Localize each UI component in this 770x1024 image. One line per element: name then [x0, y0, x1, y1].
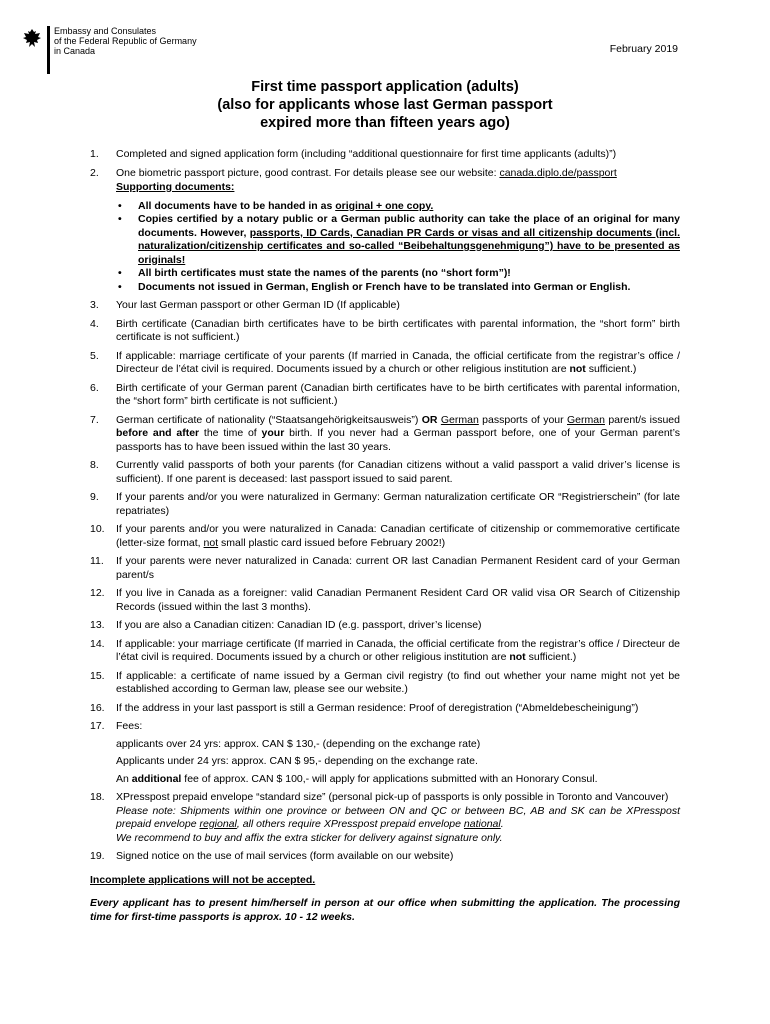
item-text: If your parents and/or you were naturalized in Germany: German naturalization certificate OR “Registrierschein” (for late repatriates): [116, 491, 680, 517]
item-text: If you are also a Canadian citizen: Canadian ID (e.g. passport, driver’s license): [116, 619, 482, 631]
bullet-item: • Copies certified by a notary public or a German public authority can take the place of an original for many documents. However, passports, ID Cards, Canadian PR Cards or visas and all citizenship documents (incl. naturalization/citizenship certificates and so-called “Beibehaltungsgenehmigung”) have to be presented as originals!: [118, 213, 680, 266]
item-text: Your last German passport or other German ID (If applicable): [116, 299, 400, 311]
item-number: 2.: [90, 166, 99, 179]
list-item: 9. If your parents and/or you were naturalized in Germany: German naturalization certificate OR “Registrierschein” (for late repatriates): [90, 491, 680, 517]
item-text: Birth certificate (Canadian birth certificates have to be birth certificates with parental information, the “short form” birth certificate is not sufficient.): [116, 317, 680, 343]
requirements-list: [90, 148, 680, 924]
title-line-1: First time passport application (adults): [251, 79, 519, 95]
list-item: 8. Currently valid passports of both your parents (for Canadian citizens without a valid passport a valid driver’s license is sufficient). If one parent is deceased: last passport issued to said parent.: [90, 459, 680, 485]
list-item: 7. German certificate of nationality (“Staatsangehörigkeitsausweis”) OR German passports of your German parent/s issued before and after the time of your birth. If you never had a German passport before, one of your German parent’s passports has to have been issued within the last 30 years.: [90, 413, 680, 453]
list-item: 11. If your parents were never naturalized in Canada: current OR last Canadian Permanent Resident card of your German parent/s: [90, 555, 680, 581]
fee-honorary-consul: An additional fee of approx. CAN $ 100,- will apply for applications submitted with an Honorary Consul.: [116, 772, 598, 785]
list-item: 14. If applicable: your marriage certificate (If married in Canada, the official certificate from the registrar’s office / Directeur de l’état civil is required. Documents issued by a church or other religious institution are not sufficient.): [90, 637, 680, 663]
logo-line-1: Embassy and Consulates: [54, 26, 157, 36]
incomplete-warning: Incomplete applications will not be accepted.: [90, 873, 316, 886]
list-item: 4. Birth certificate (Canadian birth certificates have to be birth certificates with parental information, the “short form” birth certificate is not sufficient.): [90, 317, 680, 343]
list-item: 18. XPresspost prepaid envelope “standard size” (personal pick-up of passports is only possible in Toronto and Vancouver) Please note: Shipments within one province or between ON and QC or between BC, AB and SK can be XPresspost prepaid envelope regional, all others require XPresspost prepaid envelope national. We recommend to buy and affix the extra sticker for delivery against signature only.: [90, 791, 680, 844]
list-item: [90, 148, 680, 162]
logo-text: [54, 26, 197, 56]
item-text: If applicable: a certificate of name issued by a German civil registry (to find out whether your name might not yet be established according to German law, please see our website.): [116, 669, 680, 695]
list-item: 6. Birth certificate of your German parent (Canadian birth certificates have to be birth certificates with parental information, the “short form” birth certificate is not sufficient.): [90, 381, 680, 407]
item-text: If your parents were never naturalized in Canada: current OR last Canadian Permanent Resident card of your German parent/s: [116, 555, 680, 581]
document-title: [0, 78, 770, 132]
logo-line-2: of the Federal Republic of Germany: [54, 36, 197, 46]
list-item: 10. If your parents and/or you were naturalized in Canada: Canadian certificate of citizenship or commemorative certificate (letter-size format, not small plastic card issued before February 2002!): [90, 523, 680, 549]
supporting-documents-list: [116, 200, 680, 295]
bullet-item: • All birth certificates must state the names of the parents (no “short form”)!: [118, 267, 511, 279]
item-text: One biometric passport picture, good contrast. For details please see our website:: [116, 166, 500, 179]
list-item-fees: 17. Fees: applicants over 24 yrs: approx. CAN $ 130,- (depending on the exchange rate) Applicants under 24 yrs: approx. CAN $ 95,- depending on the exchange rate. An additional fee of approx. CAN $ 100,- will apply for applications submitted with an Honorary Consul.: [90, 720, 680, 786]
document-date: February 2019: [609, 43, 678, 55]
embassy-logo: [22, 26, 197, 74]
list-item: 3. Your last German passport or other German ID (If applicable): [90, 299, 400, 311]
title-line-2: (also for applicants whose last German passport: [217, 97, 553, 113]
list-item: 5. If applicable: marriage certificate of your parents (If married in Canada, the official certificate from the registrar’s office / Directeur de l’état civil is required. Documents issued by a church or other religious institution are not sufficient.): [90, 349, 680, 375]
list-item: 12. If you live in Canada as a foreigner: valid Canadian Permanent Resident Card OR valid visa OR Search of Citizenship Records (issued within the last 3 months).: [90, 587, 680, 613]
title-line-3: expired more than fifteen years ago): [260, 115, 510, 131]
item-text: Completed and signed application form (including “additional questionnaire for first time applicants (adults)”): [116, 148, 617, 160]
item-number: 1.: [90, 148, 99, 160]
fee-over-24: applicants over 24 yrs: approx. CAN $ 130,- (depending on the exchange rate): [116, 737, 481, 750]
list-item: 15. If applicable: a certificate of name issued by a German civil registry (to find out whether your name might not yet be established according to German law, please see our website.): [90, 669, 680, 695]
fees-label: Fees:: [116, 720, 143, 732]
bullet-item: • All documents have to be handed in as original + one copy.: [118, 199, 434, 212]
shipping-note: Please note: Shipments within one province or between ON and QC or between BC, AB and SK can be XPresspost prepaid envelope regional, all others require XPresspost prepaid envelope national.: [116, 804, 680, 830]
item-text: If the address in your last passport is still a German residence: Proof of deregistration (“Abmeldebescheinigung”): [116, 701, 639, 714]
item-text: Currently valid passports of both your parents (for Canadian citizens without a valid passport a valid driver’s license is sufficient). If one parent is deceased: last passport issued to said parent.: [116, 459, 680, 485]
fee-under-24: Applicants under 24 yrs: approx. CAN $ 95,- depending on the exchange rate.: [116, 755, 478, 767]
supporting-documents-heading: Supporting documents:: [116, 181, 235, 193]
logo-bar: [47, 26, 50, 74]
in-person-note: Every applicant has to present him/herself in person at our office when submitting the application. The processing time for first-time passports is approx. 10 - 12 weeks.: [90, 897, 680, 923]
item-text: Birth certificate of your German parent (Canadian birth certificates have to be birth certificates with parental information, the “short form” birth certificate is not sufficient.): [116, 381, 680, 407]
logo-line-3: in Canada: [54, 46, 96, 56]
bullet-item: • Documents not issued in German, English or French have to be translated into German or English.: [118, 280, 631, 293]
website-link[interactable]: canada.diplo.de/passport: [499, 166, 617, 179]
item-text: XPresspost prepaid envelope “standard size” (personal pick-up of passports is only possible in Toronto and Vancouver): [116, 791, 669, 803]
item-text: If you live in Canada as a foreigner: valid Canadian Permanent Resident Card OR valid visa OR Search of Citizenship Records (issued within the last 3 months).: [116, 587, 680, 613]
item-text: Signed notice on the use of mail services (form available on our website): [116, 850, 454, 862]
list-item: 13. If you are also a Canadian citizen: Canadian ID (e.g. passport, driver’s license): [90, 619, 482, 631]
list-item: 16. If the address in your last passport is still a German residence: Proof of deregistration (“Abmeldebescheinigung”): [90, 701, 639, 714]
list-item: 19. Signed notice on the use of mail services (form available on our website): [90, 850, 454, 862]
closing-section: [90, 874, 680, 925]
shipping-recommendation: We recommend to buy and affix the extra sticker for delivery against signature only.: [116, 831, 503, 844]
list-item: [90, 167, 680, 295]
federal-eagle-icon: [22, 28, 42, 50]
